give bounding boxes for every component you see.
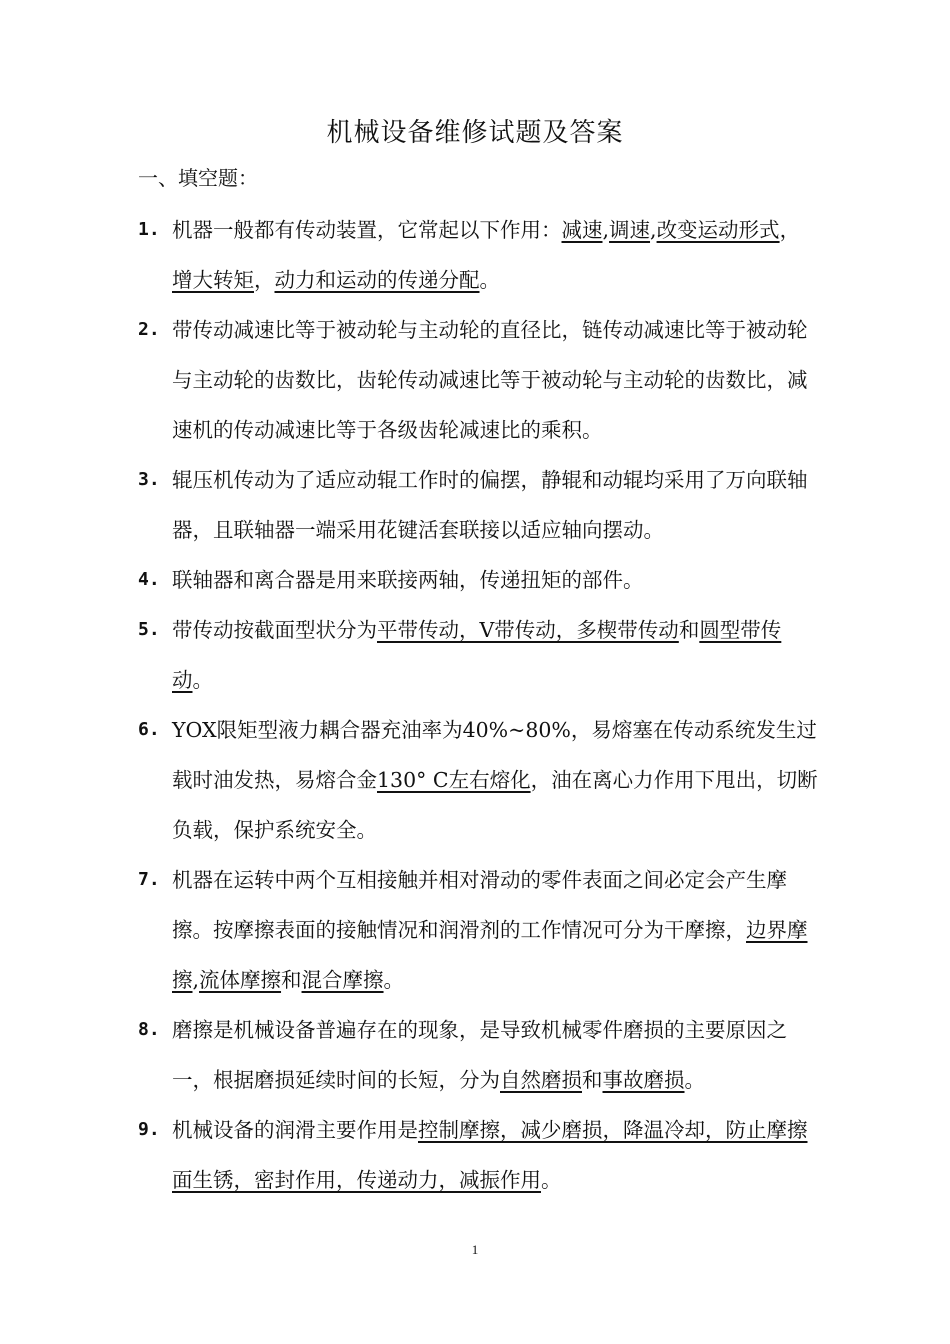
question-text-segment: , — [192, 968, 200, 992]
question-text-segment: 磨擦是机械设备普遍存在的现象，是导致机械零件磨损的主要原因之一，根据磨损延续时间的长短，分为 — [172, 1018, 787, 1092]
question-item — [138, 1105, 818, 1205]
question-text-segment: YOX限矩型液力耦合器充油率为40%~80%，易熔塞在传动系统发生过载时油发热，易熔合金 — [172, 718, 817, 792]
answer-blank: 动力和运动的传递分配 — [274, 268, 480, 292]
question-number: 9. — [138, 1119, 160, 1140]
question-text-segment: 和 — [281, 968, 302, 992]
question-item — [138, 605, 818, 705]
question-text — [172, 705, 818, 855]
question-text-segment: 。 — [383, 968, 405, 992]
question-item — [138, 305, 818, 455]
answer-blank: 边界摩擦 — [172, 918, 808, 992]
question-item — [138, 455, 818, 555]
question-text — [172, 455, 818, 555]
question-text — [172, 205, 818, 305]
section-heading: 一、填空题： — [138, 166, 258, 190]
question-text-segment: 机器在运转中两个互相接触并相对滑动的零件表面之间必定会产生摩擦。按摩擦表面的接触情况和润滑剂的工作情况可分为干摩擦， — [172, 868, 787, 942]
answer-blank: 圆型带传动 — [172, 618, 782, 692]
question-number: 1. — [138, 219, 160, 240]
question-item — [138, 555, 818, 605]
answer-blank: 改变运动形式 — [656, 218, 780, 242]
answer-blank: 130° C左右熔化 — [377, 768, 531, 792]
question-text-segment: 带传动减速比等于被动轮与主动轮的直径比，链传动减速比等于被动轮与主动轮的齿数比，齿轮传动减速比等于被动轮与主动轮的齿数比，减速机的传动减速比等于各级齿轮减速比的乘积。 — [172, 318, 808, 442]
question-number: 2. — [138, 319, 160, 340]
answer-blank: 自然磨损 — [500, 1068, 582, 1092]
question-text — [172, 1105, 818, 1205]
question-number: 4. — [138, 569, 160, 590]
question-text-segment: 机器一般都有传动装置，它常起以下作用： — [172, 218, 562, 242]
answer-blank: 调速 — [609, 218, 651, 242]
question-text-segment: 。 — [479, 268, 500, 292]
page-title: 机械设备维修试题及答案 — [326, 118, 624, 148]
question-item — [138, 205, 818, 305]
question-item — [138, 705, 818, 855]
question-number: 7. — [138, 869, 160, 890]
answer-blank: 混合摩擦 — [301, 968, 384, 992]
question-text-segment: ， — [779, 218, 801, 242]
question-text-segment: 。 — [192, 668, 213, 692]
question-item — [138, 855, 818, 1005]
answer-blank: 事故磨损 — [602, 1068, 685, 1092]
answer-blank: 流体摩擦 — [199, 968, 282, 992]
question-number: 3. — [138, 469, 160, 490]
question-text — [172, 605, 818, 705]
question-text-segment: ， — [254, 268, 275, 292]
answer-blank: 控制摩擦，减少磨损，降温冷却，防止摩擦面生锈，密封作用，传递动力，减振作用 — [172, 1118, 808, 1192]
question-text-segment: ，油在离心力作用下甩出，切断负载，保护系统安全。 — [172, 768, 818, 842]
question-text-segment: 。 — [541, 1168, 562, 1192]
question-text-segment: 带传动按截面型状分为 — [172, 618, 377, 642]
question-text — [172, 555, 818, 605]
answer-blank: 增大转矩 — [172, 268, 254, 292]
answer-blank: 平带传动，V带传动，多楔带传动 — [377, 618, 679, 642]
question-item — [138, 1005, 818, 1105]
answer-blank: 减速 — [561, 218, 603, 242]
question-text — [172, 305, 818, 455]
question-text-segment: 。 — [684, 1068, 705, 1092]
question-number: 6. — [138, 719, 160, 740]
question-text-segment: 辊压机传动为了适应动辊工作时的偏摆，静辊和动辊均采用了万向联轴器，且联轴器一端采用花键活套联接以适应轴向摆动。 — [172, 468, 808, 542]
question-text-segment: 和 — [582, 1068, 603, 1092]
question-number: 8. — [138, 1019, 160, 1040]
question-text — [172, 1005, 818, 1105]
question-text — [172, 855, 818, 1005]
question-text-segment: 联轴器和离合器是用来联接两轴，传递扭矩的部件。 — [172, 568, 644, 592]
question-number: 5. — [138, 619, 160, 640]
question-text-segment: , — [650, 218, 657, 242]
page-number: 1 — [471, 1242, 479, 1257]
question-text-segment: , — [602, 218, 610, 242]
question-text-segment: 机械设备的润滑主要作用是 — [172, 1118, 418, 1142]
question-text-segment: 和 — [678, 618, 700, 642]
